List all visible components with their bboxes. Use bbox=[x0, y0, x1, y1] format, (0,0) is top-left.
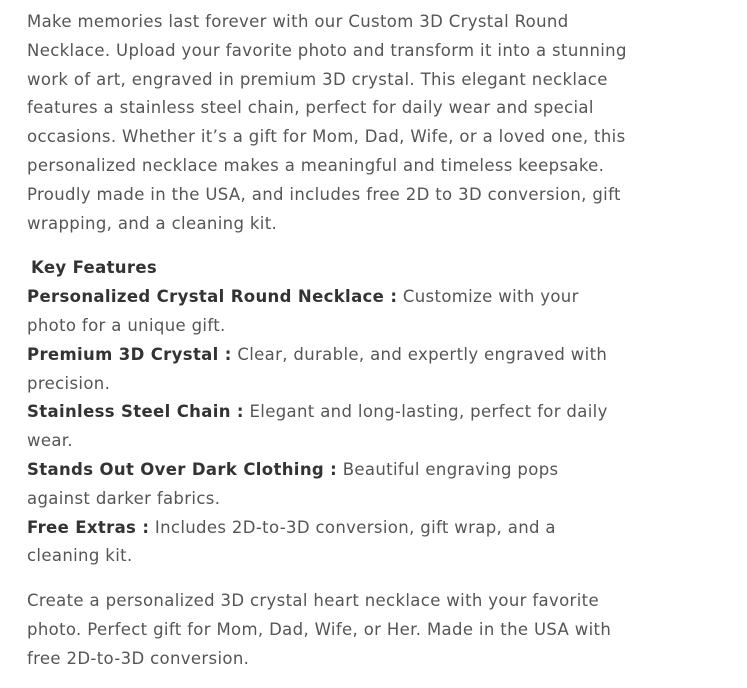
product-description bbox=[27, 8, 627, 674]
feature-text: Customize with your photo for a unique gift. bbox=[27, 287, 579, 335]
feature-text: Includes 2D-to-3D conversion, gift wrap, and a cleaning kit. bbox=[27, 517, 556, 566]
feature-item bbox=[27, 398, 627, 456]
feature-text: Clear, durable, and expertly engraved with precision. bbox=[27, 344, 608, 393]
feature-title: Stands Out Over Dark Clothing : bbox=[27, 459, 338, 479]
feature-text: Beautiful engraving pops against darker fabrics. bbox=[27, 459, 559, 508]
closing-paragraph: Create a personalized 3D crystal heart necklace with your favorite photo. Perfect gift for Mom, Dad, Wife, or Her. Made in the USA with free 2D-to-3D conversion. bbox=[27, 591, 612, 668]
feature-title: Free Extras : bbox=[27, 517, 150, 537]
feature-title: Premium 3D Crystal : bbox=[27, 344, 232, 364]
feature-title: Personalized Crystal Round Necklace : bbox=[27, 287, 398, 307]
feature-item bbox=[27, 456, 627, 514]
feature-text: Elegant and long-lasting, perfect for daily wear. bbox=[27, 402, 608, 451]
feature-item bbox=[27, 283, 627, 341]
feature-title: Stainless Steel Chain : bbox=[27, 402, 244, 422]
key-features-heading: Key Features bbox=[31, 258, 158, 278]
feature-item bbox=[27, 341, 627, 399]
feature-item bbox=[27, 514, 627, 572]
intro-paragraph: Make memories last forever with our Custom 3D Crystal Round Necklace. Upload your favorite photo and transform it into a stunning work of art, engraved in premium 3D crystal. This elegant necklace features a stainless steel chain, perfect for daily wear and special occasions. Whether it’s a gift for Mom, Dad, Wife, or a loved one, this personalized necklace makes a meaningful and timeless keepsake. Proudly made in the USA, and includes free 2D to 3D conversion, gift wrapping, and a cleaning kit. bbox=[27, 12, 627, 233]
